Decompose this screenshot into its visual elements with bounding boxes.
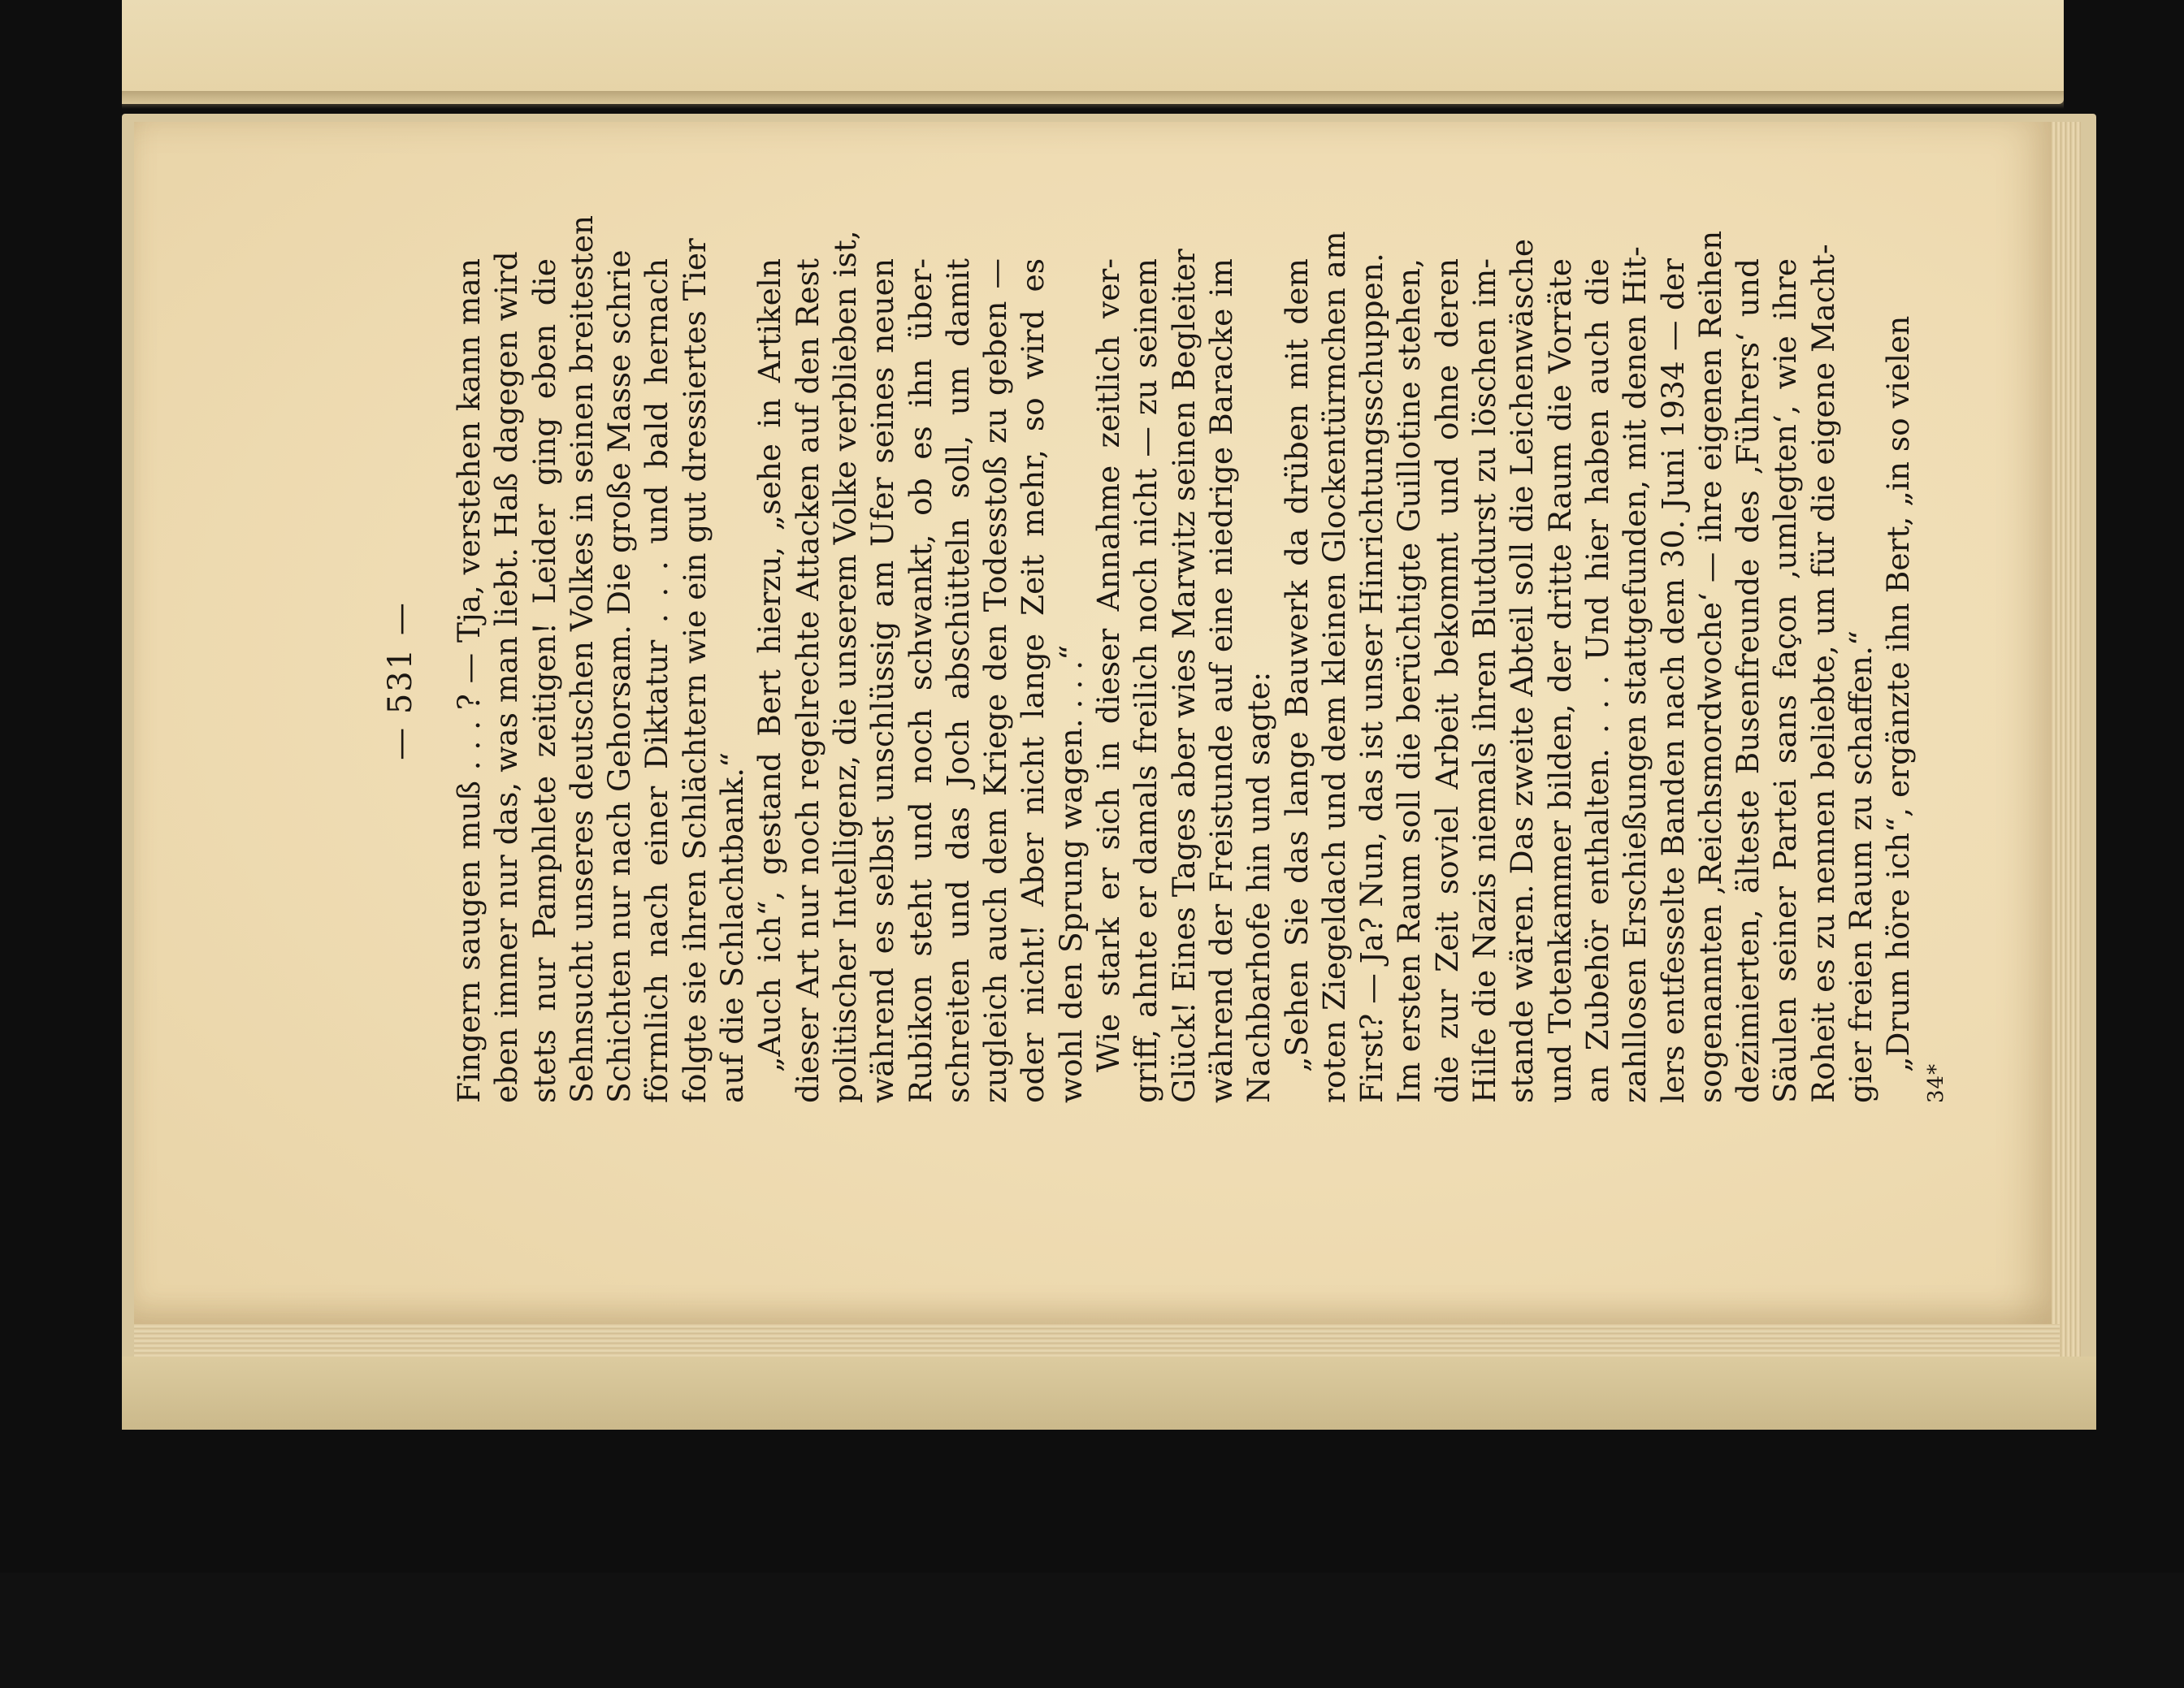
page-text <box>372 214 1948 1103</box>
text-line: stets nur Pamphlete zeitigen! Leider ging eben die <box>526 258 562 1103</box>
text-line: „Auch ich“, gestand Bert hierzu, „sehe in Artikeln <box>752 258 788 1072</box>
text-line: Rubikon steht und noch schwankt, ob es ihn über- <box>902 258 938 1103</box>
text-line: oder nicht! Aber nicht lange Zeit mehr, so wird es <box>1015 258 1051 1103</box>
text-line: sogenannten ‚Reichsmordwoche‘ — ihre eigenen Reihen <box>1692 230 1728 1103</box>
text-line: Hilfe die Nazis niemals ihren Blutdurst zu löschen im- <box>1467 258 1503 1103</box>
text-line: Glück! Eines Tages aber wies Marwitz seinen Begleiter <box>1165 249 1202 1103</box>
text-line: eben immer nur das, was man liebt. Haß dagegen wird <box>488 251 525 1103</box>
text-line: während es selbst unschlüssig am Ufer seines neuen <box>864 258 901 1103</box>
text-line: auf die Schlachtbank.“ <box>714 751 751 1103</box>
page-number: — 531 — <box>382 601 419 760</box>
text-line: griff, ahnte er damals freilich noch nicht — zu seinem <box>1128 258 1164 1103</box>
paragraph <box>450 214 751 1103</box>
text-line: roten Ziegeldach und dem kleinen Glockentürmchen am <box>1315 231 1352 1103</box>
text-line: stande wären. Das zweite Abteil soll die Leichenwäsche <box>1504 238 1540 1103</box>
text-line: „Drum höre ich“, ergänzte ihn Bert, „in so vielen <box>1880 315 1917 1072</box>
text-line: Sehnsucht unseres deutschen Volkes in seinen breitesten <box>563 214 600 1103</box>
text-line: förmlich nach einer Diktatur . . . und bald hernach <box>639 258 675 1103</box>
text-line: Säulen seiner Partei sans façon ‚umlegten‘, wie ihre <box>1767 258 1804 1103</box>
text-line: Roheit es zu nennen beliebte, um für die eigene Macht- <box>1805 244 1841 1103</box>
text-line: Nachbarhofe hin und sagte: <box>1241 671 1277 1103</box>
text-line: schreiten und das Joch abschütteln soll, um damit <box>939 258 976 1103</box>
rotated-text-block <box>372 214 1948 1688</box>
text-line: lers entfesselte Banden nach dem 30. Juni 1934 — der <box>1654 258 1691 1103</box>
text-line: während der Freistunde auf eine niedrige Baracke im <box>1202 258 1239 1103</box>
text-line: und Totenkammer bilden, der dritte Raum die Vorräte <box>1541 258 1578 1103</box>
text-line: politischer Intelligenz, die unserem Volke verblieben ist, <box>826 230 863 1103</box>
paragraph <box>1879 258 1917 1103</box>
page-gutter-shadow <box>122 91 2064 109</box>
text-line: zugleich auch dem Kriege den Todesstoß zu geben — <box>977 258 1014 1103</box>
text-line: „Sehen Sie das lange Bauwerk da drüben mit dem <box>1278 258 1315 1072</box>
text-line: dezimierten, älteste Busenfreunde des ‚Führers‘ und <box>1730 258 1766 1103</box>
text-line: dieser Art nur noch regelrechte Attacken auf den Rest <box>789 258 826 1103</box>
text-line: zahllosen Erschießungen stattgefunden, mit denen Hit- <box>1617 246 1653 1103</box>
text-line: wohl den Sprung wagen. . . .“ <box>1052 644 1089 1103</box>
paragraph <box>1090 249 1277 1103</box>
facing-page-edge <box>122 0 2064 104</box>
body-text <box>450 214 1918 1103</box>
text-line: Fingern saugen muß . . . ? — Tja, verstehen kann man <box>451 258 487 1103</box>
paragraph <box>1278 230 1880 1103</box>
text-line: folgte sie ihren Schlächtern wie ein gut dressiertes Tier <box>676 238 713 1103</box>
text-line: Im ersten Raum soll die berüchtigte Guillotine stehen, <box>1391 258 1428 1103</box>
paragraph <box>751 230 1090 1103</box>
text-line: gier freien Raum zu schaffen.“ <box>1842 630 1878 1103</box>
text-line: die zur Zeit soviel Arbeit bekommt und ohne deren <box>1428 258 1465 1103</box>
sheet-signature: 34* <box>1923 1063 1948 1103</box>
text-line: an Zubehör enthalten. . . . Und hier haben auch die <box>1579 258 1615 1103</box>
text-line: Schichten nur nach Gehorsam. Die große Masse schrie <box>601 249 638 1103</box>
text-line: First? — Ja? Nun, das ist unser Hinrichtungsschuppen. <box>1354 253 1390 1103</box>
text-line: Wie stark er sich in dieser Annahme zeitlich ver- <box>1090 258 1127 1072</box>
page-stack-edge-right <box>2052 122 2081 1357</box>
